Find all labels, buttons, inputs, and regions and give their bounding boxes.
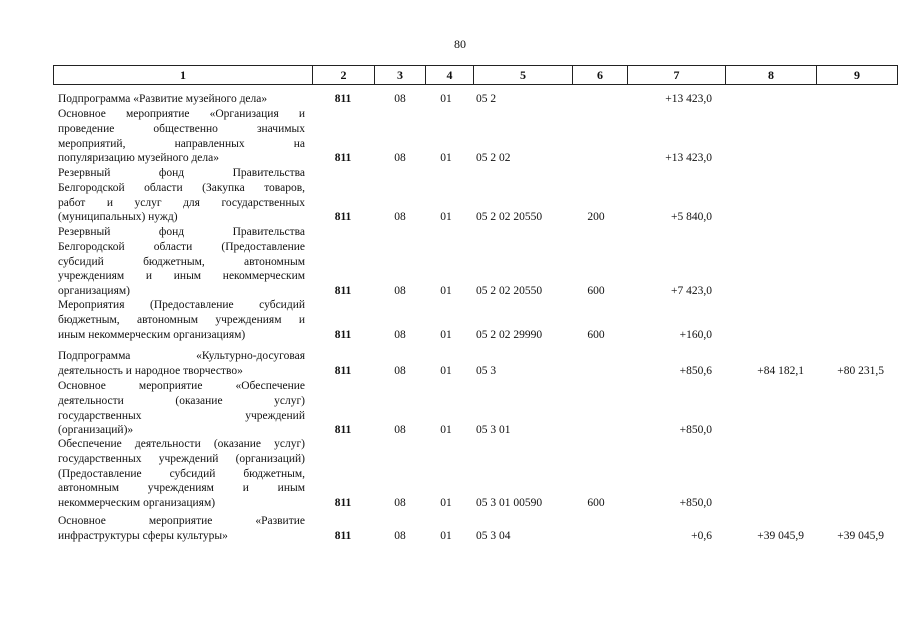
cell-col2: 811 bbox=[334, 364, 352, 377]
row-description bbox=[58, 107, 305, 166]
description-line: (Предоставление субсидий бюджетным, bbox=[58, 467, 305, 480]
description-line: субсидий бюджетным, автономным bbox=[58, 255, 305, 268]
cell-col7: +850,0 bbox=[679, 497, 712, 510]
description-line: Основное мероприятие «Организация и bbox=[58, 108, 305, 120]
description-line: государственных учреждений (организаций) bbox=[58, 452, 305, 465]
cell-col5: 05 3 01 00590 bbox=[476, 497, 543, 510]
description-line: инфраструктуры сферы культуры» bbox=[58, 529, 228, 542]
cell-col3: 08 bbox=[394, 93, 406, 105]
cell-col2: 811 bbox=[334, 424, 352, 437]
cell-col3: 08 bbox=[394, 424, 406, 437]
description-line: автономным учреждениям и иным bbox=[58, 482, 305, 495]
description-line: Основное мероприятие «Развитие bbox=[58, 515, 305, 527]
cell-col7: +13 423,0 bbox=[665, 93, 712, 105]
cell-col7: +0,6 bbox=[691, 529, 712, 542]
row-description bbox=[58, 225, 305, 299]
column-header-3: 3 bbox=[375, 66, 426, 85]
cell-col5: 05 3 bbox=[476, 364, 497, 377]
cell-col7: +7 423,0 bbox=[671, 285, 712, 298]
description-line: Резервный фонд Правительства bbox=[58, 167, 305, 179]
cell-col6: 600 bbox=[587, 285, 605, 298]
cell-col7: +5 840,0 bbox=[671, 211, 712, 224]
cell-col5: 05 2 02 29990 bbox=[476, 328, 543, 341]
cell-col4: 01 bbox=[440, 285, 452, 298]
cell-col4: 01 bbox=[440, 497, 452, 510]
cell-col4: 01 bbox=[440, 211, 452, 224]
column-header-4: 4 bbox=[426, 66, 474, 85]
description-line: некоммерческим организациям) bbox=[58, 497, 216, 510]
description-line: деятельности (оказание услуг) bbox=[58, 394, 305, 407]
cell-col7: +850,0 bbox=[679, 424, 712, 437]
cell-col4: 01 bbox=[440, 328, 452, 341]
cell-col3: 08 bbox=[394, 529, 406, 542]
row-description bbox=[58, 349, 305, 379]
cell-col2: 811 bbox=[334, 497, 352, 510]
cell-col4: 01 bbox=[440, 424, 452, 437]
description-line: Основное мероприятие «Обеспечение bbox=[58, 380, 305, 392]
cell-col4: 01 bbox=[440, 152, 452, 165]
page-number: 80 bbox=[454, 37, 466, 51]
cell-col5: 05 2 02 bbox=[476, 152, 511, 165]
description-line: популяризацию музейного дела» bbox=[58, 152, 219, 165]
description-line: Мероприятия (Предоставление субсидий bbox=[58, 299, 305, 311]
cell-col2: 811 bbox=[334, 152, 352, 165]
cell-col5: 05 3 04 bbox=[476, 529, 511, 542]
cell-col6: 600 bbox=[587, 328, 605, 341]
cell-col7: +13 423,0 bbox=[665, 152, 712, 165]
description-line: организациям) bbox=[58, 285, 130, 298]
cell-col5: 05 2 bbox=[476, 93, 497, 105]
cell-col3: 08 bbox=[394, 211, 406, 224]
column-header-2: 2 bbox=[313, 66, 375, 85]
cell-col3: 08 bbox=[394, 364, 406, 377]
cell-col8: +84 182,1 bbox=[757, 364, 804, 377]
description-line: Обеспечение деятельности (оказание услуг) bbox=[58, 438, 305, 450]
column-header-1: 1 bbox=[54, 66, 313, 85]
cell-col2: 811 bbox=[334, 529, 352, 542]
column-header-5: 5 bbox=[474, 66, 573, 85]
cell-col2: 811 bbox=[334, 93, 352, 105]
description-line: мероприятий, направленных на bbox=[58, 137, 305, 150]
description-line: Подпрограмма «Культурно-досуговая bbox=[58, 350, 305, 362]
cell-col6: 200 bbox=[587, 211, 605, 224]
cell-col4: 01 bbox=[440, 529, 452, 542]
cell-col3: 08 bbox=[394, 285, 406, 298]
cell-col9: +80 231,5 bbox=[837, 364, 884, 377]
cell-col5: 05 2 02 20550 bbox=[476, 285, 543, 298]
cell-col6: 600 bbox=[587, 497, 605, 510]
row-description bbox=[58, 514, 305, 544]
cell-col4: 01 bbox=[440, 93, 452, 105]
description-line: работ и услуг для государственных bbox=[58, 196, 305, 209]
column-header-7: 7 bbox=[628, 66, 726, 85]
description-line: Белгородской области (Предоставление bbox=[58, 240, 305, 253]
column-header-8: 8 bbox=[726, 66, 817, 85]
row-description bbox=[58, 92, 305, 107]
cell-col9: +39 045,9 bbox=[837, 529, 884, 542]
cell-col2: 811 bbox=[334, 211, 352, 224]
description-line: Белгородской области (Закупка товаров, bbox=[58, 181, 305, 194]
cell-col3: 08 bbox=[394, 152, 406, 165]
description-line: (муниципальных) нужд) bbox=[58, 211, 178, 224]
cell-col4: 01 bbox=[440, 364, 452, 377]
description-line: государственных учреждений bbox=[58, 409, 305, 422]
description-line: учреждениям и иным некоммерческим bbox=[58, 270, 305, 283]
row-description bbox=[58, 437, 305, 511]
cell-col5: 05 2 02 20550 bbox=[476, 211, 543, 224]
cell-col2: 811 bbox=[334, 328, 352, 341]
column-header-row bbox=[53, 65, 898, 85]
row-description bbox=[58, 298, 305, 342]
description-line: Резервный фонд Правительства bbox=[58, 226, 305, 238]
description-line: бюджетным, автономным учреждениям и bbox=[58, 313, 305, 326]
cell-col8: +39 045,9 bbox=[757, 529, 804, 542]
description-line: Подпрограмма «Развитие музейного дела» bbox=[58, 93, 268, 105]
cell-col5: 05 3 01 bbox=[476, 424, 511, 437]
description-line: (организаций)» bbox=[58, 424, 134, 437]
cell-col7: +850,6 bbox=[679, 364, 712, 377]
description-line: проведение общественно значимых bbox=[58, 122, 305, 135]
cell-col7: +160,0 bbox=[679, 328, 712, 341]
row-description bbox=[58, 379, 305, 438]
cell-col3: 08 bbox=[394, 497, 406, 510]
row-description bbox=[58, 166, 305, 225]
description-line: деятельность и народное творчество» bbox=[58, 364, 243, 377]
column-header-9: 9 bbox=[817, 66, 898, 85]
cell-col2: 811 bbox=[334, 285, 352, 298]
description-line: иным некоммерческим организациям) bbox=[58, 328, 246, 341]
column-header-6: 6 bbox=[573, 66, 628, 85]
cell-col3: 08 bbox=[394, 328, 406, 341]
